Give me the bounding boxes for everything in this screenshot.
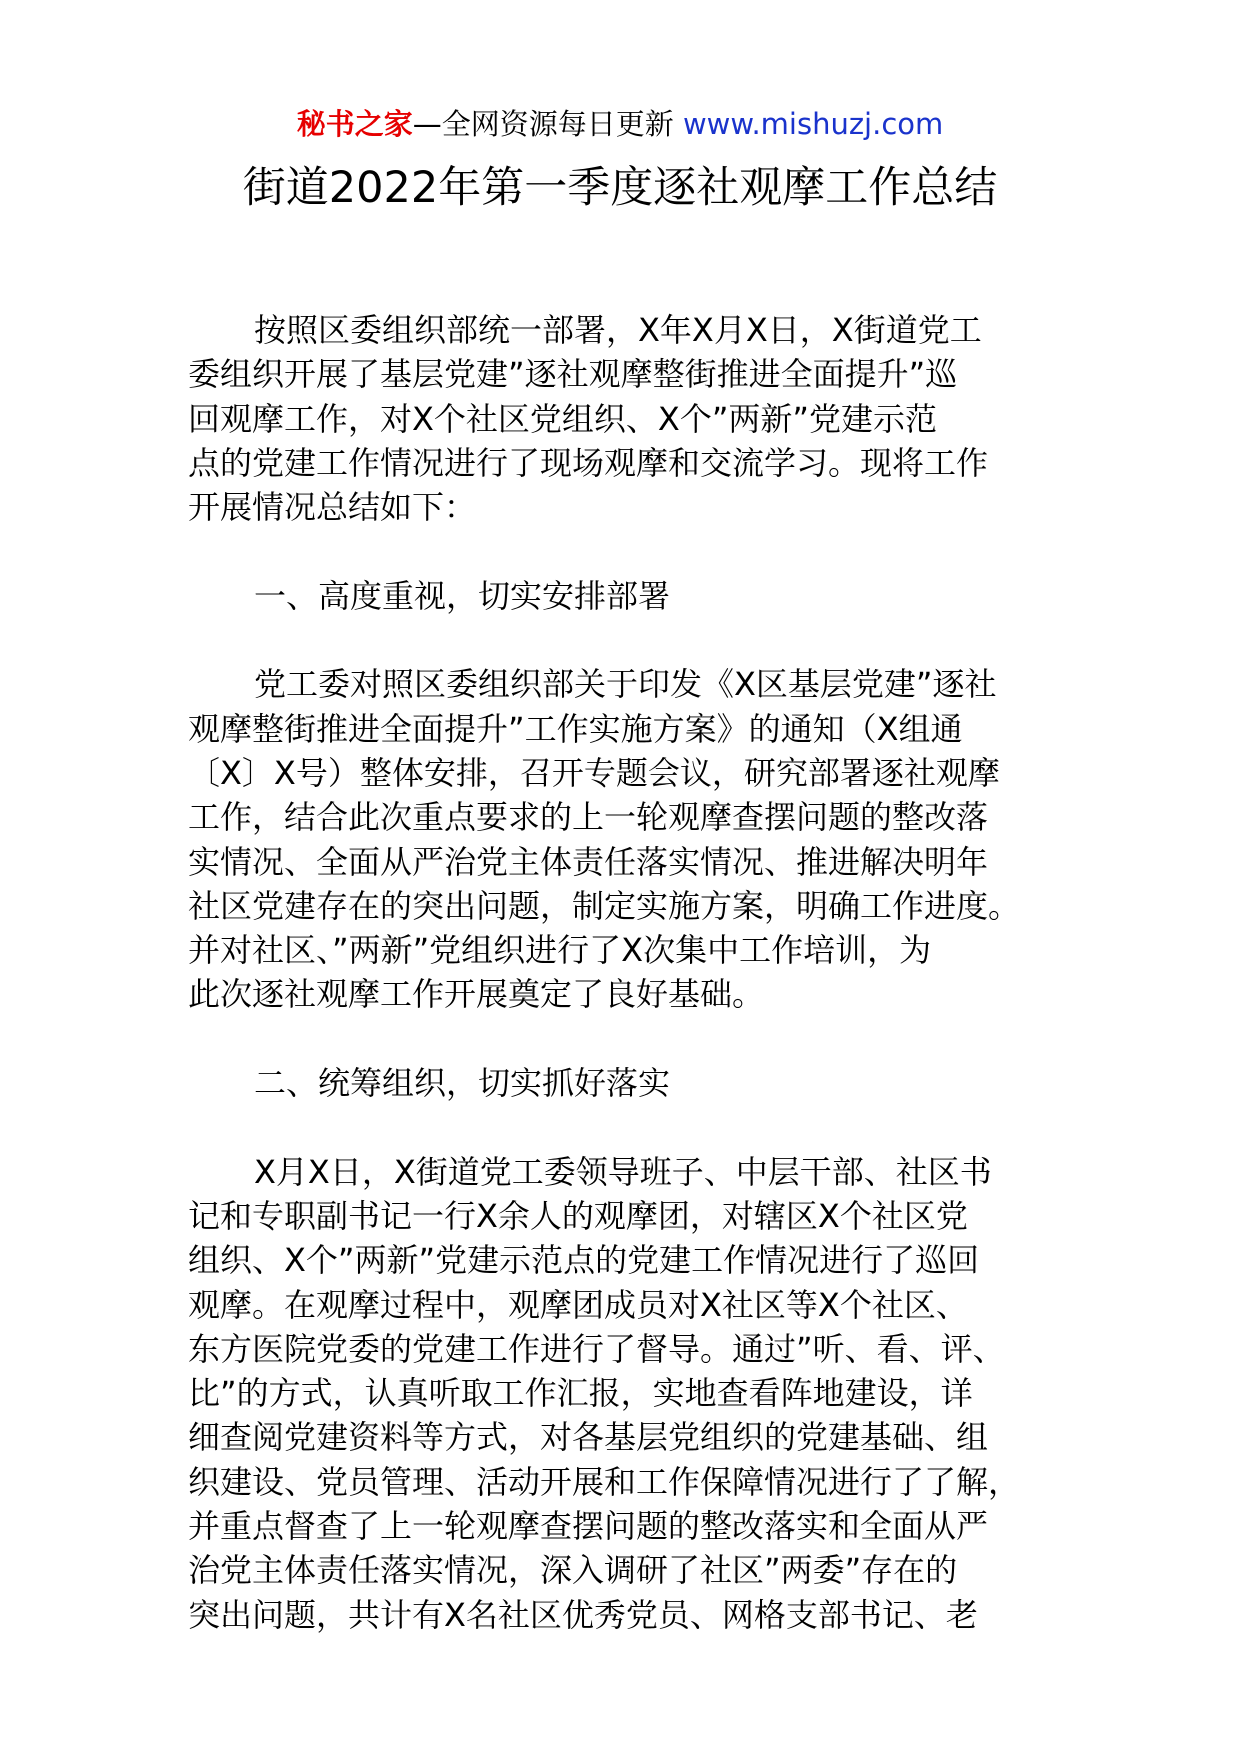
paragraph-line: 此次逐社观摩工作开展奠定了良好基础。 (188, 975, 765, 1014)
paragraph-line: 记和专职副书记一行X余人的观摩团，对辖区X个社区党 (188, 1196, 968, 1235)
paragraph-line: 并对社区、”两新”党组织进行了X次集中工作培训，为 (188, 931, 932, 970)
paragraph-line: 委组织开展了基层党建”逐社观摩整街推进全面提升”巡 (188, 355, 958, 394)
paragraph-line: 组织、X个”两新”党建示范点的党建工作情况进行了巡回 (188, 1241, 980, 1280)
paragraph-line: 并重点督查了上一轮观摩查摆问题的整改落实和全面从严 (188, 1507, 989, 1546)
paragraph-line: 点的党建工作情况进行了现场观摩和交流学习。现将工作 (188, 443, 989, 482)
paragraph (188, 1061, 1058, 1105)
paragraph-gap (188, 1105, 1058, 1149)
paragraph-line: 二、统筹组织，切实抓好落实 (254, 1064, 671, 1103)
document-title: 街道2022年第一季度逐社观摩工作总结 (242, 163, 998, 213)
paragraph (188, 308, 1058, 529)
paragraph-line: 党工委对照区委组织部关于印发《X区基层党建”逐社 (254, 665, 997, 704)
paragraph-line: 比”的方式，认真听取工作汇报，实地查看阵地建设，详 (188, 1374, 973, 1413)
paragraph-line: 一、高度重视，切实安排部署 (254, 576, 671, 615)
site-banner (0, 104, 1240, 144)
banner-url-link[interactable]: www.mishuzj.com (682, 107, 944, 141)
paragraph-line: X月X日，X街道党工委领导班子、中层干部、社区书 (254, 1152, 992, 1191)
paragraph-gap (188, 1017, 1058, 1061)
paragraph-line: 细查阅党建资料等方式，对各基层党组织的党建基础、组 (188, 1418, 989, 1457)
banner-brand: 秘书之家 (296, 107, 413, 141)
paragraph-line: 观摩整街推进全面提升”工作实施方案》的通知（X组通 (188, 709, 963, 748)
paragraph-line: 突出问题，共计有X名社区优秀党员、网格支部书记、老 (188, 1595, 978, 1634)
document-body (188, 308, 1058, 1637)
paragraph-line: 按照区委组织部统一部署，X年X月X日，X街道党工 (254, 311, 982, 349)
paragraph (188, 662, 1058, 1016)
paragraph-line: 织建设、党员管理、活动开展和工作保障情况进行了了解， (188, 1462, 1021, 1501)
paragraph-gap (188, 529, 1058, 573)
paragraph-line: 回观摩工作，对X个社区党组织、X个”两新”党建示范 (188, 399, 938, 438)
paragraph-line: 治党主体责任落实情况，深入调研了社区”两委”存在的 (188, 1551, 958, 1590)
paragraph-line: 〔X〕X号）整体安排，召开专题会议，研究部署逐社观摩 (188, 753, 1000, 792)
banner-slogan: —全网资源每日更新 (412, 107, 683, 141)
paragraph (188, 1150, 1058, 1637)
paragraph (188, 574, 1058, 618)
paragraph-gap (188, 618, 1058, 662)
paragraph-line: 东方医院党委的党建工作进行了督导。通过”听、看、评、 (188, 1329, 1005, 1368)
paragraph-line: 观摩。在观摩过程中，观摩团成员对X社区等X个社区、 (188, 1285, 968, 1324)
paragraph-line: 社区党建存在的突出问题，制定实施方案，明确工作进度。 (188, 886, 1021, 925)
paragraph-line: 开展情况总结如下： (188, 488, 477, 527)
paragraph-line: 工作，结合此次重点要求的上一轮观摩查摆问题的整改落 (188, 798, 989, 837)
paragraph-line: 实情况、全面从严治党主体责任落实情况、推进解决明年 (188, 842, 989, 881)
